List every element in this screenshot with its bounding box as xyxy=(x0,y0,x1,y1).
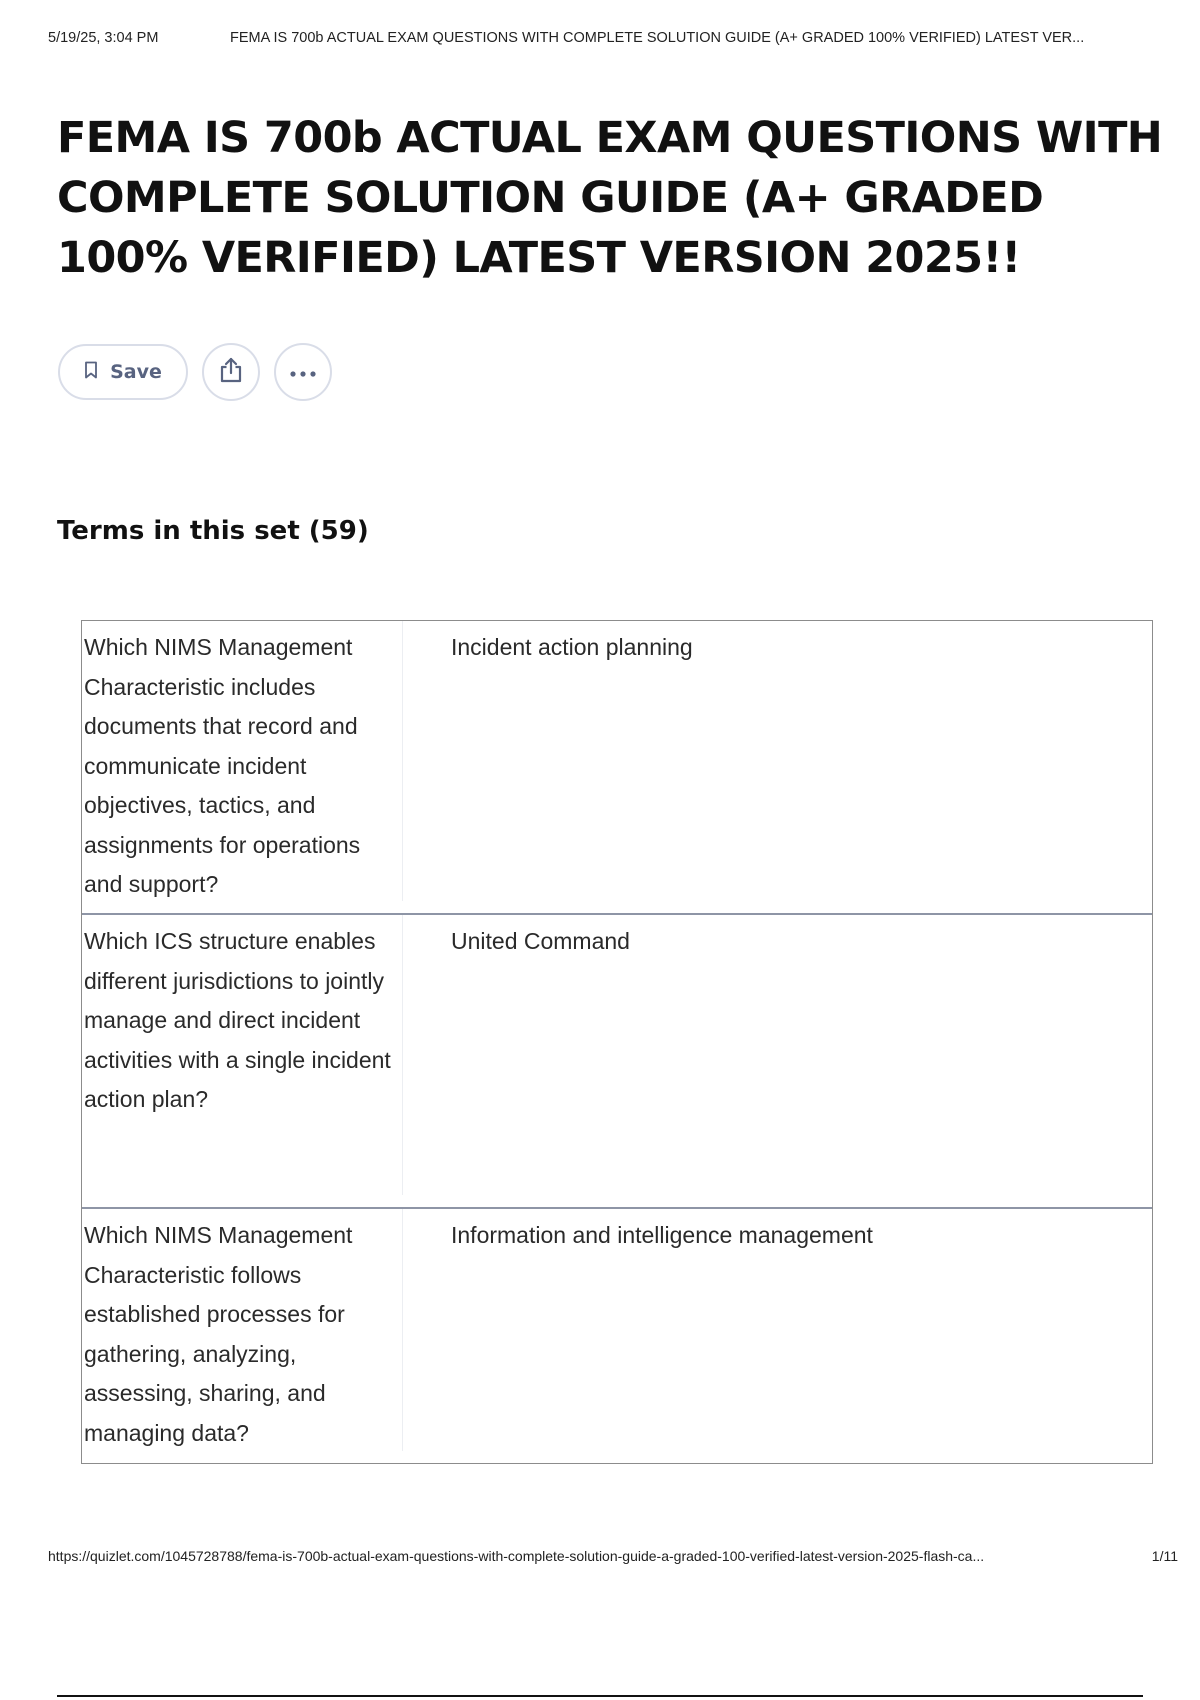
print-date: 5/19/25, 3:04 PM xyxy=(48,30,159,46)
page-title: FEMA IS 700b ACTUAL EXAM QUESTIONS WITH COMPLETE SOLUTION GUIDE (A+ GRADED 100% VERIFIED) LATEST VERSION 2025!! xyxy=(57,113,1163,283)
save-label: Save xyxy=(110,361,162,383)
term-text: Which NIMS Management Characteristic includes documents that record and communicate incident objectives, tactics, and assignments for operations and support? xyxy=(82,621,403,901)
more-icon xyxy=(289,363,317,382)
bottom-divider xyxy=(57,1695,1143,1697)
page-number: 1/11 xyxy=(1151,1548,1178,1564)
print-footer xyxy=(48,1548,1178,1564)
term-row xyxy=(82,1207,1152,1463)
share-icon xyxy=(218,356,244,388)
term-row xyxy=(82,621,1152,913)
definition-text: United Command xyxy=(451,928,630,954)
more-options-button[interactable] xyxy=(274,343,332,401)
bookmark-icon xyxy=(84,361,98,384)
terms-table xyxy=(81,620,1153,1464)
terms-heading: Terms in this set (59) xyxy=(57,516,369,546)
print-doc-title: FEMA IS 700b ACTUAL EXAM QUESTIONS WITH COMPLETE SOLUTION GUIDE (A+ GRADED 100% VERIFIED) LATEST VER... xyxy=(230,30,1085,46)
definition-text: Information and intelligence management xyxy=(451,1222,873,1248)
definition-text: Incident action planning xyxy=(451,634,693,660)
print-header xyxy=(48,30,1178,46)
share-button[interactable] xyxy=(202,343,260,401)
term-row xyxy=(82,913,1152,1207)
term-text: Which NIMS Management Characteristic follows established processes for gathering, analyzing, assessing, sharing, and managing data? xyxy=(82,1209,403,1451)
save-button[interactable] xyxy=(58,344,188,400)
page-url: https://quizlet.com/1045728788/fema-is-700b-actual-exam-questions-with-complete-solution-guide-a-graded-100-verified-latest-version-2025-flash-ca... xyxy=(48,1548,985,1564)
action-bar xyxy=(58,343,332,401)
term-text: Which ICS structure enables different jurisdictions to jointly manage and direct incident activities with a single incident action plan? xyxy=(82,915,403,1195)
